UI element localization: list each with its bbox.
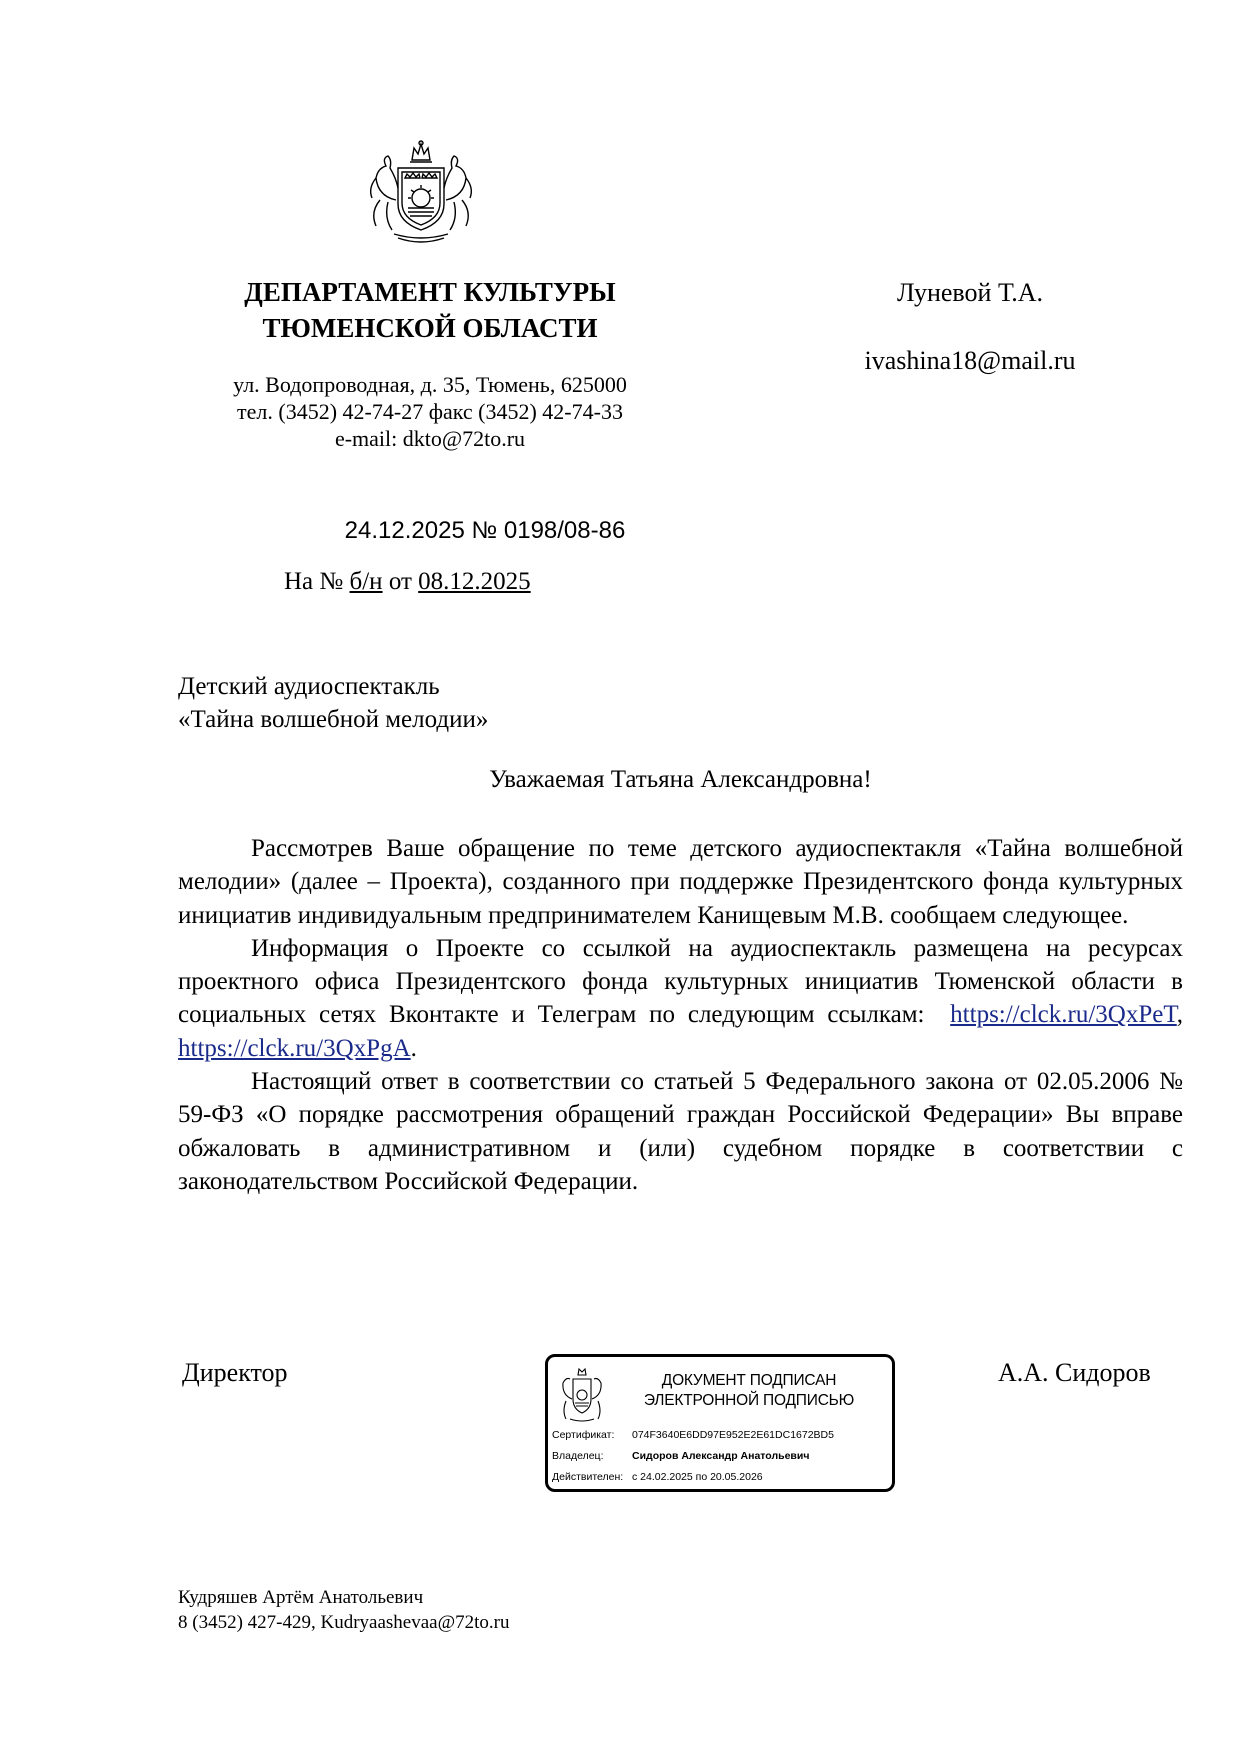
stamp-validity-value: с 24.02.2025 по 20.05.2026 bbox=[632, 1471, 763, 1483]
reply-number: б/н bbox=[349, 568, 383, 595]
department-contacts bbox=[160, 371, 700, 452]
greeting: Уважаемая Татьяна Александровна! bbox=[489, 766, 872, 793]
link-vk[interactable]: https://clck.ru/3QxPeT bbox=[950, 1001, 1177, 1029]
stamp-title bbox=[610, 1371, 888, 1411]
department-name-line1: ДЕПАРТАМЕНТ КУЛЬТУРЫ bbox=[244, 277, 616, 307]
department-phones: тел. (3452) 42-74-27 факс (3452) 42-74-33 bbox=[237, 399, 623, 424]
stamp-validity-row bbox=[552, 1471, 763, 1483]
registration-number: 24.12.2025 № 0198/08-86 bbox=[344, 517, 626, 544]
department-name bbox=[160, 274, 700, 346]
subject-line2: «Тайна волшебной мелодии» bbox=[178, 706, 489, 733]
executor-name: Кудряшев Артём Анатольевич bbox=[178, 1587, 424, 1608]
body-paragraph-3: Настоящий ответ в соответствии со статьей 5 Федерального закона от 02.05.2006 № 59-ФЗ «О порядке рассмотрения обращений граждан Российской Федерации» Вы вправе обжаловать в административном и (или) судебном порядке в соответствии с законодательством Российской Федерации. bbox=[178, 1068, 1183, 1195]
department-email: e-mail: dkto@72to.ru bbox=[334, 426, 526, 451]
stamp-validity-label: Действителен: bbox=[552, 1471, 624, 1483]
signer-position: Директор bbox=[182, 1358, 288, 1387]
letter-subject bbox=[178, 670, 488, 736]
reply-reference bbox=[284, 568, 531, 596]
stamp-title-line2: ЭЛЕКТРОННОЙ ПОДПИСЬЮ bbox=[643, 1392, 855, 1409]
stamp-owner-row bbox=[552, 1450, 809, 1462]
subject-line1: Детский аудиоспектакль bbox=[178, 673, 440, 700]
reply-date: 08.12.2025 bbox=[418, 568, 531, 595]
reply-from: от bbox=[388, 568, 412, 595]
link-telegram[interactable]: https://clck.ru/3QxPgA bbox=[178, 1034, 411, 1062]
reply-prefix: На № bbox=[284, 568, 344, 595]
recipient-email: ivashina18@mail.ru bbox=[864, 346, 1076, 375]
electronic-signature-stamp bbox=[545, 1354, 895, 1492]
department-address: ул. Водопроводная, д. 35, Тюмень, 625000 bbox=[233, 372, 627, 397]
executor-info bbox=[178, 1585, 509, 1635]
stamp-certificate-value: 074F3640E6DD97E952E2E61DC1672BD5 bbox=[632, 1429, 834, 1441]
letter-body bbox=[178, 832, 1183, 1198]
stamp-certificate-label: Сертификат: bbox=[552, 1429, 615, 1441]
paragraph-2-end: . bbox=[410, 1034, 417, 1062]
department-name-line2: ТЮМЕНСКОЙ ОБЛАСТИ bbox=[262, 313, 598, 343]
link-separator: , bbox=[1176, 1001, 1184, 1029]
stamp-owner-value: Сидоров Александр Анатольевич bbox=[632, 1450, 810, 1462]
stamp-emblem-icon bbox=[558, 1365, 606, 1425]
body-paragraph-2 bbox=[178, 932, 1183, 1065]
body-paragraph-1: Рассмотрев Ваше обращение по теме детского аудиоспектакля «Тайна волшебной мелодии» (далее – Проекта), созданного при поддержке Президентского фонда культурных инициатив индивидуальным предпринимателем Канищевым М.В. сообщаем следующее. bbox=[178, 835, 1183, 929]
signer-name: А.А. Сидоров bbox=[998, 1358, 1151, 1387]
recipient-name: Луневой Т.А. bbox=[896, 278, 1043, 307]
stamp-owner-label: Владелец: bbox=[552, 1450, 604, 1462]
stamp-certificate-row bbox=[552, 1429, 834, 1441]
coat-of-arms-emblem bbox=[358, 138, 484, 250]
body-paragraph-2-text: Информация о Проекте со ссылкой на аудиоспектакль размещена на ресурсах проектного офиса Президентского фонда культурных инициатив Тюменской области в социальных сетях Вконтакте и Телеграм по следующим ссылкам: bbox=[178, 934, 1183, 1029]
executor-contact: 8 (3452) 427-429, Kudryaashevaa@72to.ru bbox=[178, 1612, 510, 1633]
stamp-title-line1: ДОКУМЕНТ ПОДПИСАН bbox=[661, 1372, 837, 1389]
